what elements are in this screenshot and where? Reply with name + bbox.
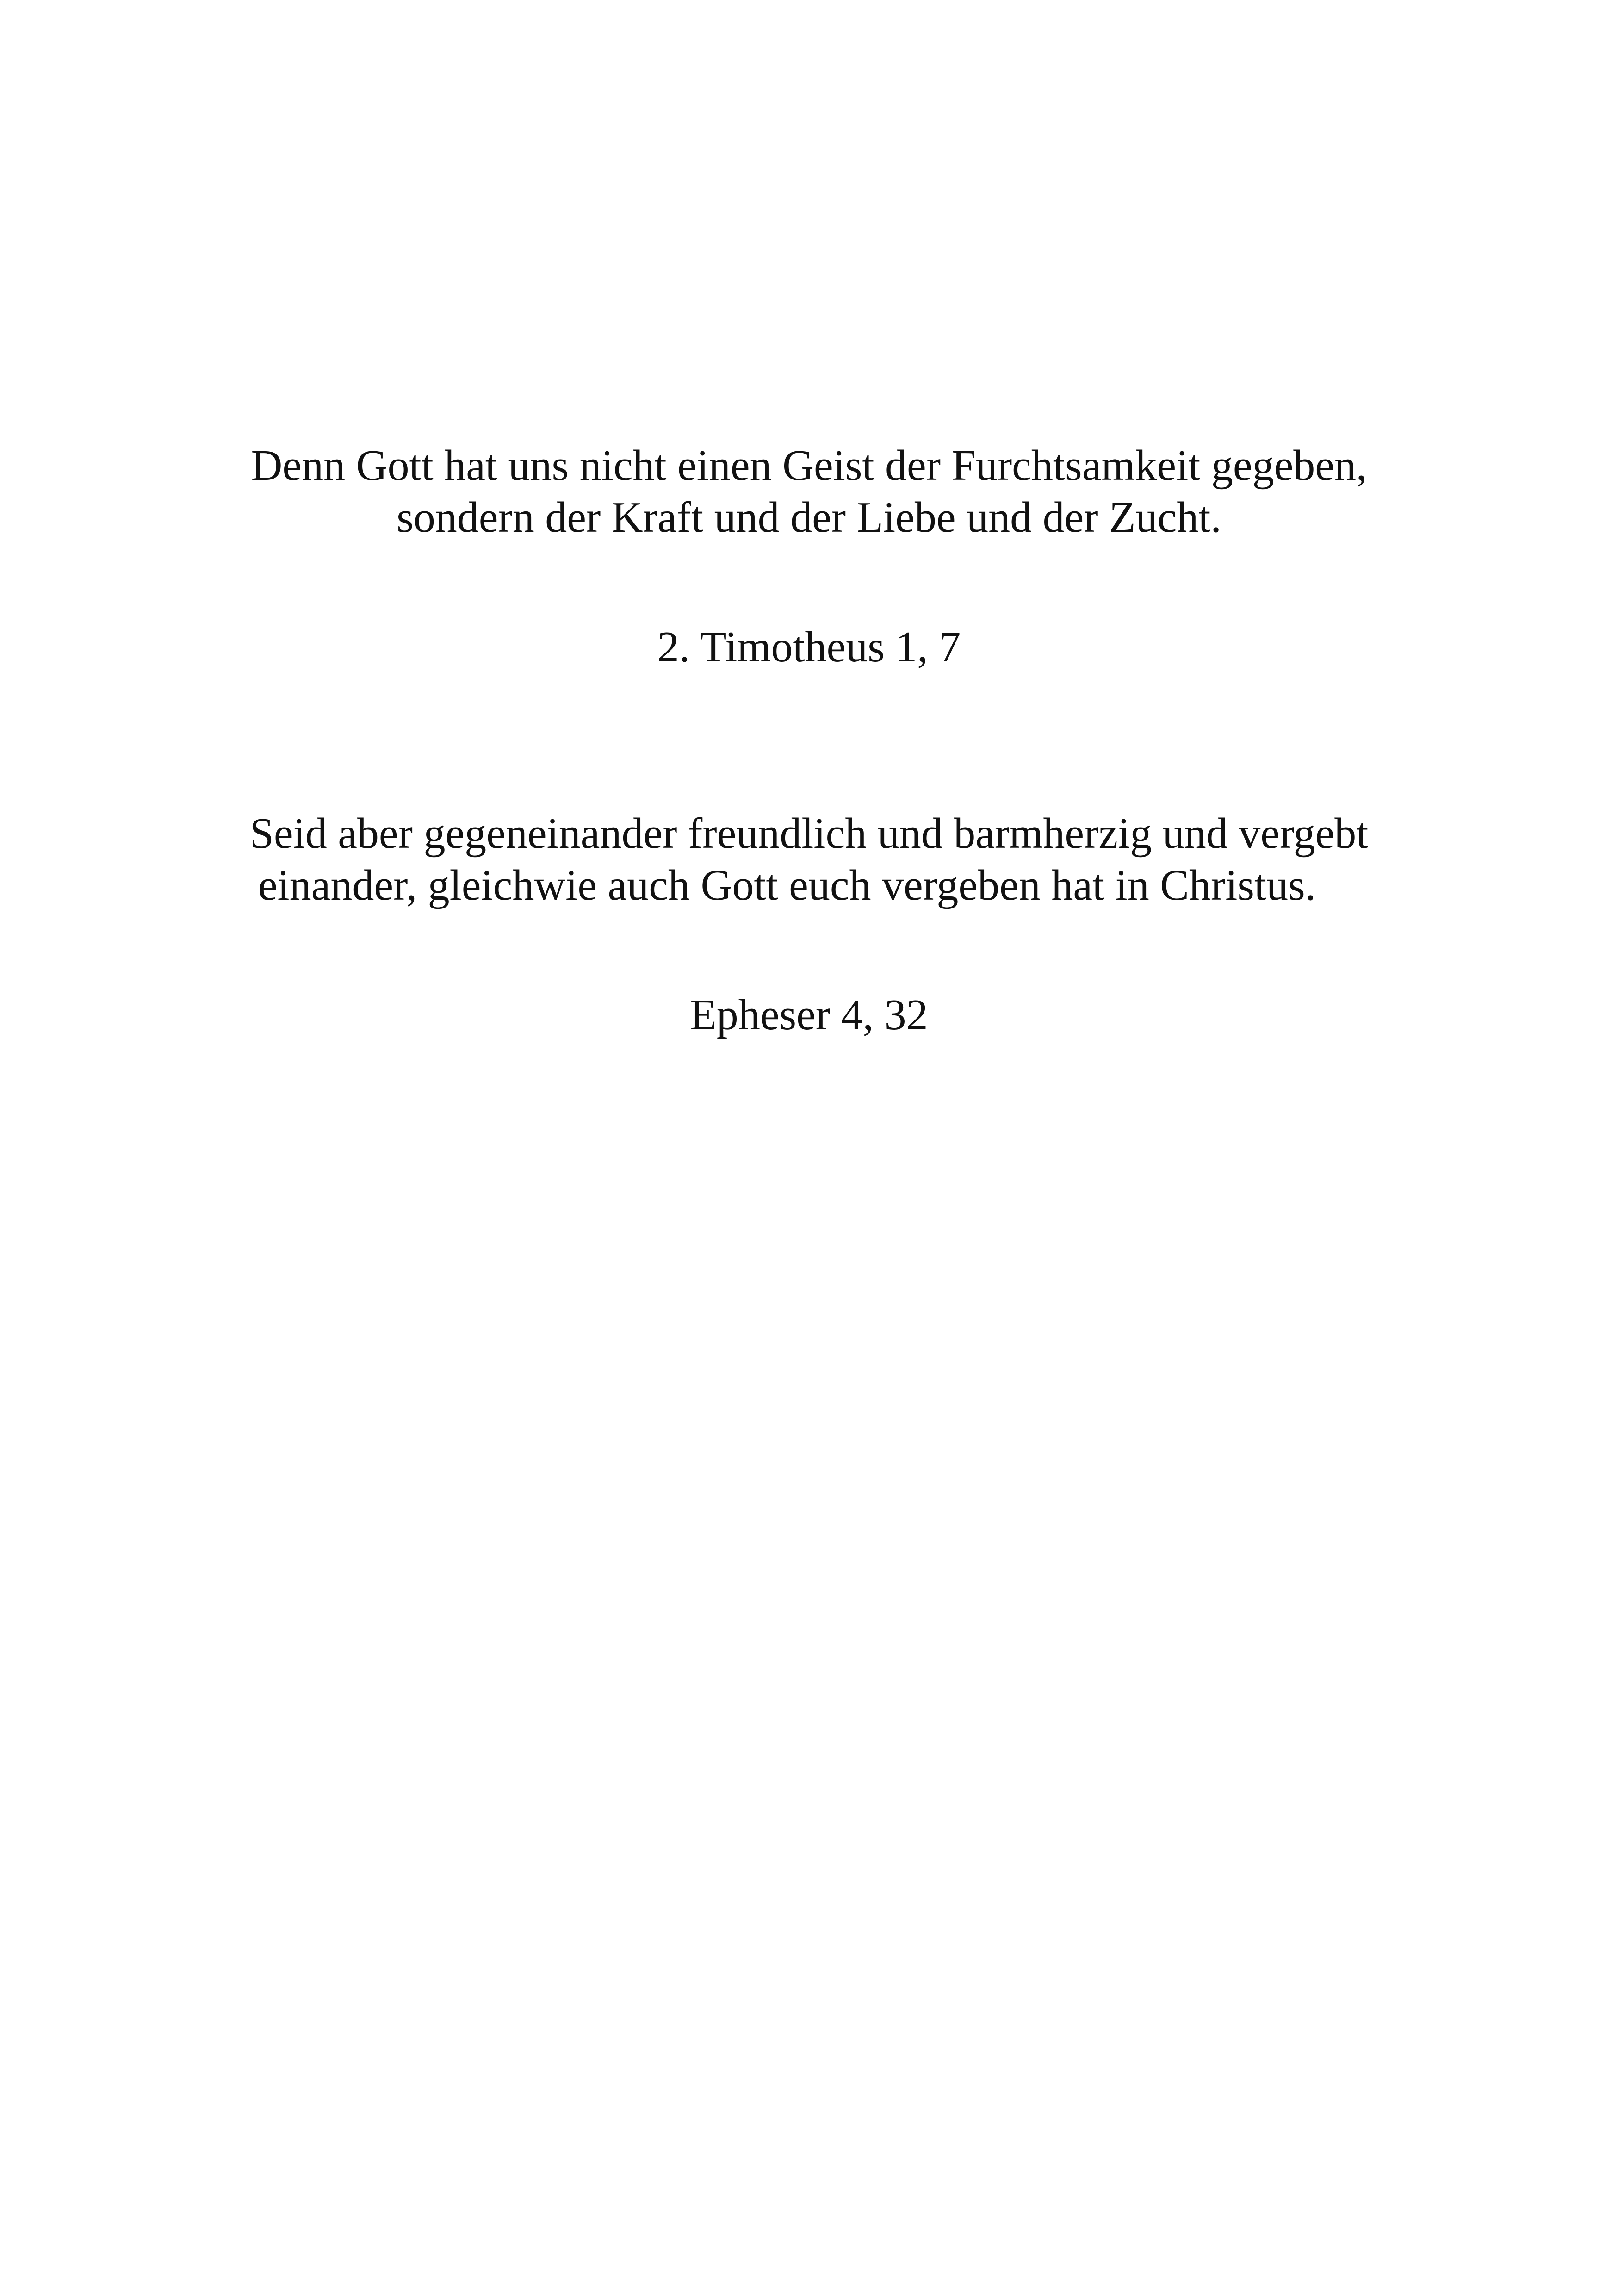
verse-line: einander, gleichwie auch Gott euch vergeben hat in Christus. xyxy=(258,861,1316,909)
verse-line: Seid aber gegeneinander freundlich und barmherzig und vergebt xyxy=(249,809,1369,858)
verse-block-epheser xyxy=(0,808,1618,1041)
verse-line: Denn Gott hat uns nicht einen Geist der Furchtsamkeit gegeben, xyxy=(251,442,1367,490)
verse-line: sondern der Kraft und der Liebe und der Zucht. xyxy=(397,493,1221,541)
verse-text xyxy=(0,440,1618,543)
verse-reference: Epheser 4, 32 xyxy=(690,991,928,1039)
verse-text xyxy=(0,808,1618,911)
verse-reference: 2. Timotheus 1, 7 xyxy=(657,623,961,671)
verse-block-timotheus xyxy=(0,440,1618,673)
